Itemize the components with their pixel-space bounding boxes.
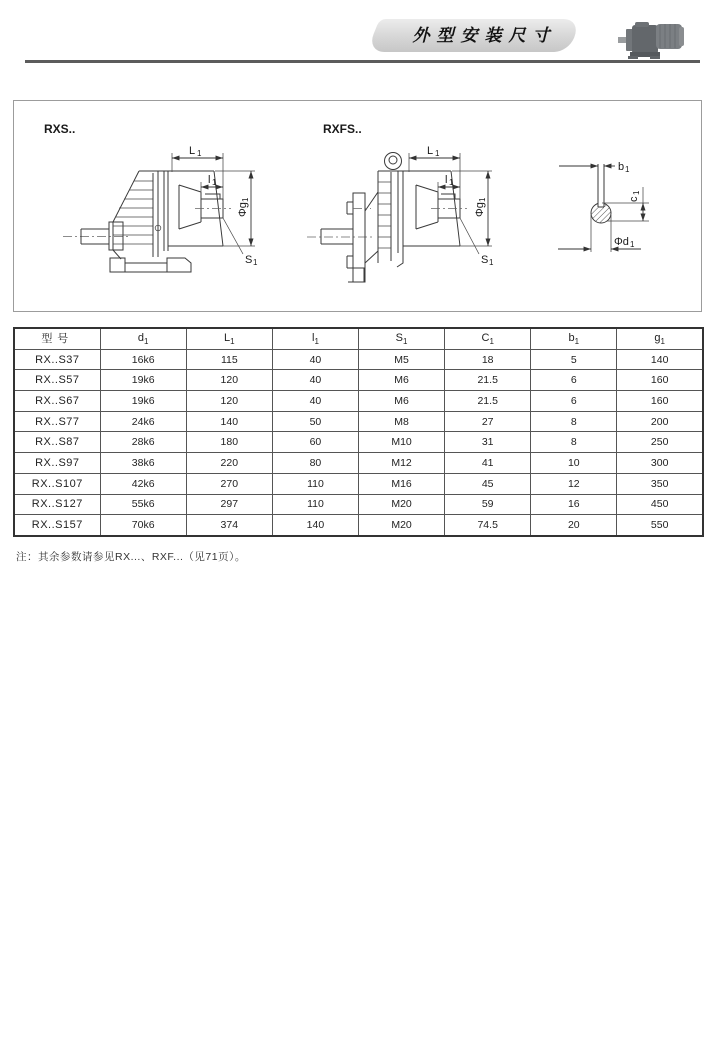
value-cell: 5 (531, 349, 617, 370)
value-cell: 24k6 (100, 411, 186, 432)
value-cell: 250 (617, 432, 703, 453)
value-cell: 40 (272, 370, 358, 391)
col-header-b1: $b_1$ (531, 328, 617, 349)
dim-S1-rxfs (481, 254, 494, 267)
value-cell: 55k6 (100, 494, 186, 515)
svg-text:1: 1 (489, 258, 494, 267)
value-cell: 41 (445, 453, 531, 474)
value-cell: 110 (272, 494, 358, 515)
table-row (14, 349, 703, 370)
value-cell: 120 (186, 391, 272, 412)
rxs-drawing (44, 122, 258, 272)
table-header (14, 328, 703, 349)
dim-L1 (189, 145, 202, 158)
svg-text:S: S (481, 254, 489, 266)
value-cell: 140 (617, 349, 703, 370)
col-header-g1: $g_1$ (617, 328, 703, 349)
value-cell: 21.5 (445, 391, 531, 412)
drawing-panel (13, 100, 702, 312)
col-header-L1: $L_1$ (186, 328, 272, 349)
value-cell: M8 (359, 411, 445, 432)
dim-g1-rxfs (474, 197, 487, 217)
table-row (14, 494, 703, 515)
col-header-l1: $l_1$ (272, 328, 358, 349)
model-cell: RX..S67 (14, 391, 100, 412)
value-cell: 6 (531, 370, 617, 391)
dim-l1 (208, 174, 217, 187)
value-cell: 27 (445, 411, 531, 432)
svg-text:l: l (445, 174, 448, 186)
table-row (14, 432, 703, 453)
dim-L1-rxfs (427, 145, 440, 158)
svg-text:1: 1 (241, 197, 250, 202)
value-cell: 450 (617, 494, 703, 515)
dim-b1 (618, 161, 630, 174)
gearmotor-image (616, 12, 688, 62)
value-cell: 550 (617, 515, 703, 536)
svg-text:l: l (208, 174, 211, 186)
rxs-label: RXS.. (44, 122, 76, 136)
value-cell: 180 (186, 432, 272, 453)
svg-text:1: 1 (212, 178, 217, 187)
value-cell: 270 (186, 473, 272, 494)
rxfs-label: RXFS.. (323, 122, 362, 136)
rxfs-drawing (307, 122, 494, 282)
svg-text:L: L (427, 145, 434, 157)
svg-text:S: S (245, 254, 253, 266)
table-row (14, 391, 703, 412)
value-cell: M16 (359, 473, 445, 494)
value-cell: 45 (445, 473, 531, 494)
value-cell: 115 (186, 349, 272, 370)
col-header-model: 型号 (14, 328, 100, 349)
table-row (14, 370, 703, 391)
value-cell: 42k6 (100, 473, 186, 494)
value-cell: 10 (531, 453, 617, 474)
dim-l1-rxfs (445, 174, 454, 187)
dim-c1 (628, 190, 641, 202)
value-cell: 19k6 (100, 391, 186, 412)
value-cell: 50 (272, 411, 358, 432)
value-cell: 6 (531, 391, 617, 412)
model-cell: RX..S127 (14, 494, 100, 515)
value-cell: 80 (272, 453, 358, 474)
svg-text:1: 1 (449, 178, 454, 187)
header-row (14, 328, 703, 349)
model-cell: RX..S107 (14, 473, 100, 494)
page-title: 外型安装尺寸 (412, 26, 557, 45)
value-cell: 300 (617, 453, 703, 474)
svg-text:1: 1 (630, 240, 635, 249)
value-cell: 374 (186, 515, 272, 536)
table-row (14, 453, 703, 474)
svg-text:Φd: Φd (614, 236, 629, 248)
svg-text:c: c (628, 196, 640, 202)
shaft-section-detail (558, 161, 649, 252)
footnote: 注：其余参数请参见RX...、RXF...（见71页）。 (16, 551, 246, 563)
svg-text:1: 1 (478, 197, 487, 202)
value-cell: 110 (272, 473, 358, 494)
header-divider (25, 60, 700, 63)
value-cell: 40 (272, 391, 358, 412)
value-cell: 140 (186, 411, 272, 432)
value-cell: M5 (359, 349, 445, 370)
value-cell: 350 (617, 473, 703, 494)
dimension-table (13, 327, 704, 537)
svg-text:1: 1 (632, 190, 641, 195)
spec-table-body (14, 349, 703, 536)
value-cell: 59 (445, 494, 531, 515)
value-cell: 21.5 (445, 370, 531, 391)
model-cell: RX..S77 (14, 411, 100, 432)
technical-drawings (14, 101, 701, 311)
model-cell: RX..S57 (14, 370, 100, 391)
value-cell: 8 (531, 411, 617, 432)
value-cell: 38k6 (100, 453, 186, 474)
value-cell: 28k6 (100, 432, 186, 453)
value-cell: 16 (531, 494, 617, 515)
dim-d1 (614, 236, 635, 249)
svg-text:1: 1 (197, 149, 202, 158)
value-cell: M12 (359, 453, 445, 474)
value-cell: 20 (531, 515, 617, 536)
model-cell: RX..S87 (14, 432, 100, 453)
value-cell: 120 (186, 370, 272, 391)
model-cell: RX..S97 (14, 453, 100, 474)
value-cell: M10 (359, 432, 445, 453)
value-cell: 200 (617, 411, 703, 432)
value-cell: 16k6 (100, 349, 186, 370)
svg-text:1: 1 (253, 258, 258, 267)
col-header-d1: $d_1$ (100, 328, 186, 349)
svg-text:1: 1 (435, 149, 440, 158)
svg-text:L: L (189, 145, 196, 157)
col-header-C1: $C_1$ (445, 328, 531, 349)
value-cell: 70k6 (100, 515, 186, 536)
table-row (14, 473, 703, 494)
value-cell: 31 (445, 432, 531, 453)
dim-S1 (245, 254, 258, 267)
model-cell: RX..S157 (14, 515, 100, 536)
value-cell: 140 (272, 515, 358, 536)
value-cell: 74.5 (445, 515, 531, 536)
value-cell: M6 (359, 391, 445, 412)
table-row (14, 515, 703, 536)
value-cell: 40 (272, 349, 358, 370)
value-cell: 160 (617, 391, 703, 412)
svg-text:Φg: Φg (474, 202, 486, 217)
model-cell: RX..S37 (14, 349, 100, 370)
col-header-S1: $S_1$ (359, 328, 445, 349)
svg-text:Φg: Φg (237, 202, 249, 217)
value-cell: 60 (272, 432, 358, 453)
value-cell: 160 (617, 370, 703, 391)
value-cell: 8 (531, 432, 617, 453)
value-cell: M20 (359, 494, 445, 515)
dim-g1 (237, 197, 250, 217)
table-row (14, 411, 703, 432)
value-cell: M6 (359, 370, 445, 391)
svg-text:b: b (618, 161, 625, 173)
value-cell: 12 (531, 473, 617, 494)
value-cell: 19k6 (100, 370, 186, 391)
svg-text:1: 1 (625, 165, 630, 174)
value-cell: 297 (186, 494, 272, 515)
value-cell: 18 (445, 349, 531, 370)
value-cell: 220 (186, 453, 272, 474)
value-cell: M20 (359, 515, 445, 536)
